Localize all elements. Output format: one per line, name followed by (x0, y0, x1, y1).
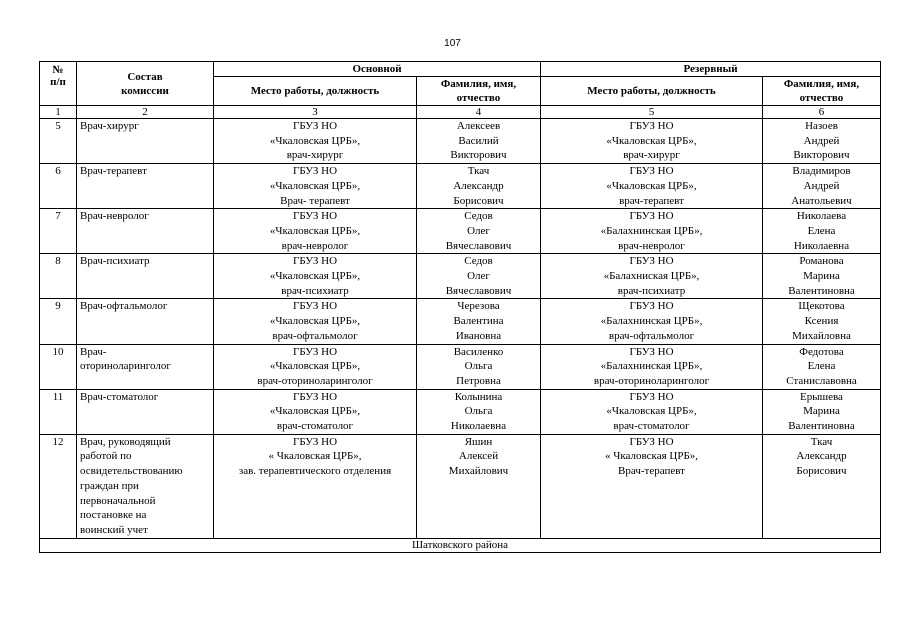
row-role: Врач-невролог (77, 209, 214, 254)
row-main-name: Яшин Алексей Михайлович (417, 434, 541, 538)
table-row (40, 344, 881, 389)
column-number: 4 (417, 106, 541, 119)
header-composition: Состав комиссии (77, 62, 214, 106)
row-main-work: ГБУЗ НО «Чкаловская ЦРБ», Врач- терапевт (214, 164, 417, 209)
row-role: Врач-терапевт (77, 164, 214, 209)
row-main-work: ГБУЗ НО «Чкаловская ЦРБ», врач-невролог (214, 209, 417, 254)
column-number: 5 (541, 106, 763, 119)
row-reserve-work: ГБУЗ НО «Балахнинская ЦРБ», врач-оториноларинголог (541, 344, 763, 389)
row-role: Врач-стоматолог (77, 389, 214, 434)
row-reserve-work: ГБУЗ НО «Чкаловская ЦРБ», врач-терапевт (541, 164, 763, 209)
commission-table (39, 61, 881, 553)
row-reserve-name: Ткач Александр Борисович (763, 434, 881, 538)
header-reserve-group: Резервный (541, 62, 881, 77)
row-main-name: Ткач Александр Борисович (417, 164, 541, 209)
table-row (40, 434, 881, 538)
table-row (40, 254, 881, 299)
district-title: Шатковского района (40, 538, 881, 552)
district-row (40, 538, 881, 552)
row-number: 10 (40, 344, 77, 389)
column-number: 3 (214, 106, 417, 119)
row-reserve-name: Николаева Елена Николаевна (763, 209, 881, 254)
row-reserve-name: Ерышева Марина Валентиновна (763, 389, 881, 434)
table-row (40, 119, 881, 164)
row-main-name: Василенко Ольга Петровна (417, 344, 541, 389)
table-row (40, 299, 881, 344)
row-reserve-work: ГБУЗ НО «Чкаловская ЦРБ», врач-стоматолог (541, 389, 763, 434)
header-main-name: Фамилия, имя, отчество (417, 77, 541, 106)
row-role: Врач-хирург (77, 119, 214, 164)
row-main-name: Алексеев Василий Викторович (417, 119, 541, 164)
table-row (40, 209, 881, 254)
row-reserve-name: Назоев Андрей Викторович (763, 119, 881, 164)
table-row (40, 389, 881, 434)
page-number: 107 (444, 38, 461, 49)
row-reserve-work: ГБУЗ НО «Балахнинская ЦРБ», врач-офтальмолог (541, 299, 763, 344)
row-main-work: ГБУЗ НО «Чкаловская ЦРБ», врач-стоматолог (214, 389, 417, 434)
row-reserve-name: Федотова Елена Станиславовна (763, 344, 881, 389)
column-number-row (40, 106, 881, 119)
row-main-name: Седов Олег Вячеславович (417, 209, 541, 254)
row-main-work: ГБУЗ НО «Чкаловская ЦРБ», врач-оториноларинголог (214, 344, 417, 389)
row-role: Врач-офтальмолог (77, 299, 214, 344)
row-reserve-work: ГБУЗ НО «Балахнинская ЦРБ», врач-невролог (541, 209, 763, 254)
header-reserve-work: Место работы, должность (541, 77, 763, 106)
column-number: 1 (40, 106, 77, 119)
row-main-name: Седов Олег Вячеславович (417, 254, 541, 299)
row-number: 12 (40, 434, 77, 538)
column-number: 2 (77, 106, 214, 119)
row-number: 8 (40, 254, 77, 299)
column-number: 6 (763, 106, 881, 119)
row-reserve-work: ГБУЗ НО « Чкаловская ЦРБ», Врач-терапевт (541, 434, 763, 538)
row-main-name: Черезова Валентина Ивановна (417, 299, 541, 344)
row-main-work: ГБУЗ НО «Чкаловская ЦРБ», врач-психиатр (214, 254, 417, 299)
header-main-work: Место работы, должность (214, 77, 417, 106)
row-reserve-name: Щекотова Ксения Михайловна (763, 299, 881, 344)
table-row (40, 164, 881, 209)
row-number: 7 (40, 209, 77, 254)
row-main-work: ГБУЗ НО «Чкаловская ЦРБ», врач-офтальмолог (214, 299, 417, 344)
row-number: 11 (40, 389, 77, 434)
row-reserve-work: ГБУЗ НО «Балахниская ЦРБ», врач-психиатр (541, 254, 763, 299)
row-main-work: ГБУЗ НО « Чкаловская ЦРБ», зав. терапевтического отделения (214, 434, 417, 538)
row-role: Врач-психиатр (77, 254, 214, 299)
row-number: 9 (40, 299, 77, 344)
row-number: 6 (40, 164, 77, 209)
row-role: Врач- оториноларинголог (77, 344, 214, 389)
header-reserve-name: Фамилия, имя, отчество (763, 77, 881, 106)
row-number: 5 (40, 119, 77, 164)
header-main-group: Основной (214, 62, 541, 77)
header-number: № п/п (40, 62, 77, 106)
row-reserve-name: Владимиров Андрей Анатольевич (763, 164, 881, 209)
row-role: Врач, руководящий работой по освидетельствованию граждан при первоначальной постановке на воинский учет (77, 434, 214, 538)
header-row-top (40, 62, 881, 77)
row-main-name: Колынина Ольга Николаевна (417, 389, 541, 434)
row-main-work: ГБУЗ НО «Чкаловская ЦРБ», врач-хирург (214, 119, 417, 164)
row-reserve-work: ГБУЗ НО «Чкаловская ЦРБ», врач-хирург (541, 119, 763, 164)
row-reserve-name: Романова Марина Валентиновна (763, 254, 881, 299)
